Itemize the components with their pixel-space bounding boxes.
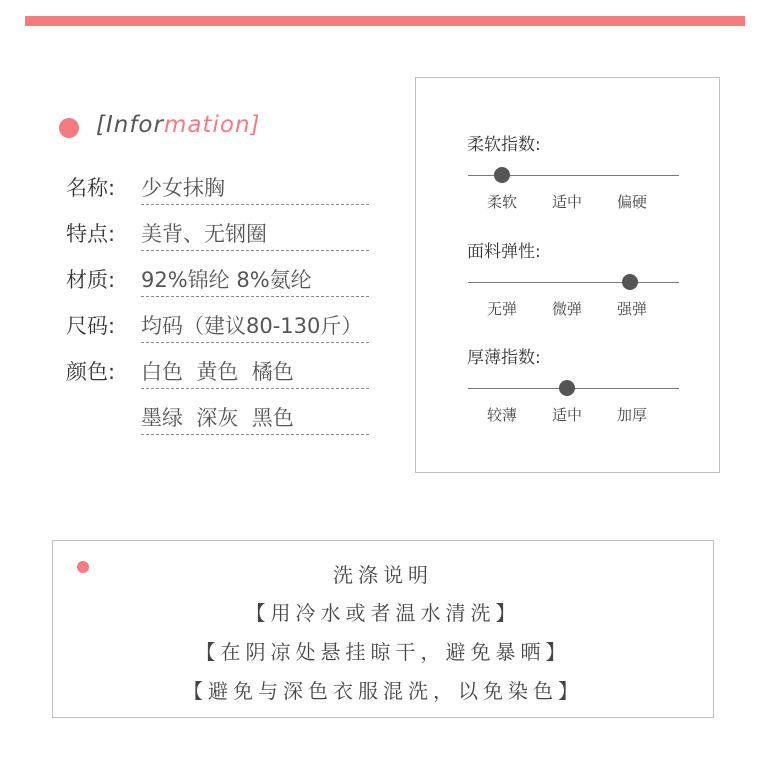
spec-divider <box>141 434 369 435</box>
gauge-knob <box>494 167 510 183</box>
info-bullet-dot <box>59 118 79 138</box>
spec-divider <box>141 296 369 297</box>
spec-value: 墨绿 深灰 黑色 <box>141 406 294 430</box>
top-accent-bar <box>25 16 745 26</box>
gauge-label: 强弹 <box>616 300 647 318</box>
gauge-label: 无弹 <box>486 300 517 318</box>
gauge-track <box>468 282 679 283</box>
spec-value: 92%锦纶 8%氨纶 <box>141 268 312 292</box>
gauge-title: 柔软指数: <box>467 135 541 155</box>
spec-divider <box>141 388 369 389</box>
info-heading-suffix: mation] <box>163 112 261 138</box>
care-instruction: 【用冷水或者温水清洗】 <box>245 601 521 625</box>
care-instruction: 【在阴凉处悬挂晾干，避免暴晒】 <box>195 640 571 664</box>
gauge-label: 适中 <box>551 406 582 424</box>
gauge-knob <box>622 274 638 290</box>
gauge-label: 适中 <box>551 193 582 211</box>
spec-value: 白色 黄色 橘色 <box>141 360 294 384</box>
gauge-label: 偏硬 <box>616 193 647 211</box>
spec-value: 美背、无钢圈 <box>141 222 267 246</box>
gauge-label: 柔软 <box>486 193 517 211</box>
spec-key: 颜色: <box>66 360 116 384</box>
spec-divider <box>141 250 369 251</box>
fabric-index-panel <box>415 77 720 473</box>
care-title: 洗涤说明 <box>333 563 433 587</box>
spec-divider <box>141 342 369 343</box>
spec-key: 特点: <box>66 222 116 246</box>
gauge-title: 厚薄指数: <box>467 348 541 368</box>
gauge-knob <box>559 380 575 396</box>
gauge-label: 微弹 <box>551 300 582 318</box>
spec-key: 材质: <box>66 268 116 292</box>
info-heading <box>96 112 261 138</box>
spec-key: 尺码: <box>66 314 116 338</box>
care-instruction: 【避免与深色衣服混洗，以免染色】 <box>183 679 583 703</box>
gauge-label: 加厚 <box>616 406 647 424</box>
gauge-title: 面料弹性: <box>467 242 541 262</box>
spec-divider <box>141 204 369 205</box>
spec-key: 名称: <box>66 176 116 200</box>
washing-instructions-box <box>52 540 714 718</box>
spec-value: 均码（建议80-130斤） <box>141 314 363 338</box>
gauge-label: 较薄 <box>486 406 517 424</box>
spec-value: 少女抹胸 <box>141 176 225 200</box>
info-heading-prefix: [Infor <box>96 112 164 138</box>
